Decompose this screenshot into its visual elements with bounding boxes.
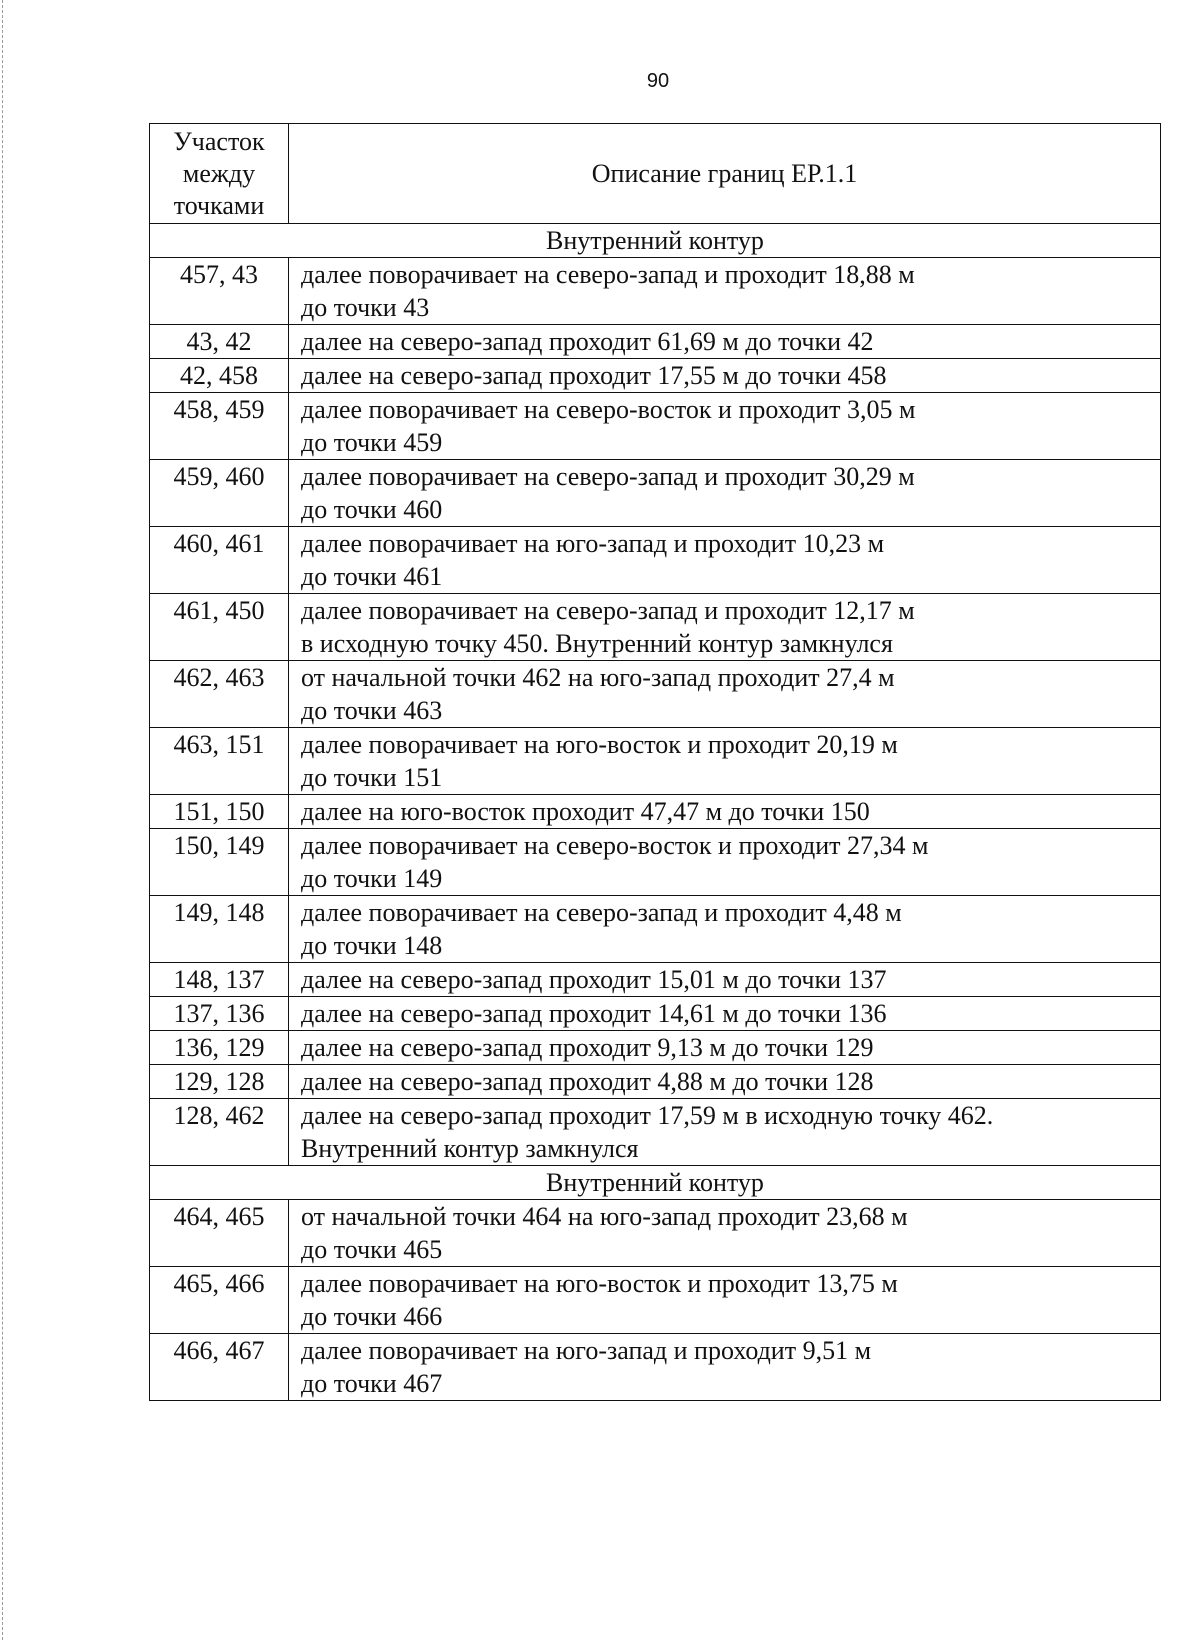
- description-cell: [289, 795, 1161, 829]
- description-line: далее поворачивает на северо-запад и проходит 12,17 м: [301, 596, 915, 625]
- table-row: [150, 1334, 1161, 1401]
- segment-cell: 148, 137: [150, 963, 289, 997]
- table-row: [150, 527, 1161, 594]
- description-line: далее на северо-запад проходит 14,61 м до точки 136: [301, 999, 887, 1028]
- description-cell: [289, 527, 1161, 594]
- segment-cell: 463, 151: [150, 728, 289, 795]
- header-segment-line: точками: [173, 190, 265, 220]
- segment-cell: 136, 129: [150, 1031, 289, 1065]
- description-line: до точки 463: [301, 696, 443, 725]
- table-row: [150, 1200, 1161, 1267]
- segment-cell: 137, 136: [150, 997, 289, 1031]
- description-cell: [289, 963, 1161, 997]
- description-line: Внутренний контур замкнулся: [301, 1134, 639, 1163]
- table-row: [150, 1065, 1161, 1099]
- section-title: Внутренний контур: [150, 1166, 1161, 1200]
- segment-cell: 129, 128: [150, 1065, 289, 1099]
- description-line: далее поворачивает на юго-запад и проходит 9,51 м: [301, 1336, 872, 1365]
- description-line: далее на северо-запад проходит 15,01 м до точки 137: [301, 965, 887, 994]
- segment-cell: 460, 461: [150, 527, 289, 594]
- description-line: до точки 460: [301, 495, 443, 524]
- description-cell: [289, 896, 1161, 963]
- description-line: далее на северо-запад проходит 17,59 м в исходную точку 462.: [301, 1101, 994, 1130]
- description-line: далее на северо-запад проходит 17,55 м до точки 458: [301, 361, 887, 390]
- page-number: 90: [646, 70, 670, 92]
- segment-cell: 150, 149: [150, 829, 289, 896]
- description-line: от начальной точки 464 на юго-запад проходит 23,68 м: [301, 1202, 908, 1231]
- segment-cell: 457, 43: [150, 258, 289, 325]
- table-row: [150, 594, 1161, 661]
- table-row: [150, 795, 1161, 829]
- description-line: далее поворачивает на юго-восток и проходит 20,19 м: [301, 730, 898, 759]
- segment-cell: 462, 463: [150, 661, 289, 728]
- description-cell: [289, 728, 1161, 795]
- description-line: далее на северо-запад проходит 4,88 м до точки 128: [301, 1067, 874, 1096]
- table-row: [150, 359, 1161, 393]
- table-row: [150, 393, 1161, 460]
- scan-edge-line: [2, 0, 3, 1640]
- table-header-row: [150, 124, 1161, 224]
- description-line: до точки 459: [301, 428, 443, 457]
- description-cell: [289, 359, 1161, 393]
- table-row: [150, 1099, 1161, 1166]
- description-line: далее поворачивает на северо-запад и проходит 30,29 м: [301, 462, 915, 491]
- description-line: от начальной точки 462 на юго-запад проходит 27,4 м: [301, 663, 895, 692]
- description-cell: [289, 829, 1161, 896]
- description-cell: [289, 661, 1161, 728]
- description-line: до точки 151: [301, 763, 443, 792]
- description-line: далее на северо-запад проходит 9,13 м до точки 129: [301, 1033, 874, 1062]
- description-line: в исходную точку 450. Внутренний контур замкнулся: [301, 629, 893, 658]
- description-cell: [289, 997, 1161, 1031]
- description-line: далее поворачивает на северо-восток и проходит 3,05 м: [301, 395, 916, 424]
- table-row: [150, 661, 1161, 728]
- segment-cell: 458, 459: [150, 393, 289, 460]
- table-body: [150, 224, 1161, 1401]
- description-line: до точки 467: [301, 1369, 443, 1398]
- segment-cell: 151, 150: [150, 795, 289, 829]
- section-title: Внутренний контур: [150, 224, 1161, 258]
- segment-cell: 461, 450: [150, 594, 289, 661]
- boundary-table: [149, 123, 1161, 1401]
- table-row: [150, 829, 1161, 896]
- segment-cell: 464, 465: [150, 1200, 289, 1267]
- description-cell: [289, 258, 1161, 325]
- segment-cell: 466, 467: [150, 1334, 289, 1401]
- segment-cell: 128, 462: [150, 1099, 289, 1166]
- description-line: далее поворачивает на северо-восток и проходит 27,34 м: [301, 831, 929, 860]
- description-line: далее на юго-восток проходит 47,47 м до точки 150: [301, 797, 870, 826]
- table-row: [150, 963, 1161, 997]
- header-segment-line: между: [182, 158, 256, 188]
- description-line: далее поворачивает на северо-запад и проходит 4,48 м: [301, 898, 902, 927]
- description-cell: [289, 1267, 1161, 1334]
- table-row: [150, 896, 1161, 963]
- header-segment-cell: [150, 124, 289, 224]
- segment-cell: 42, 458: [150, 359, 289, 393]
- segment-cell: 465, 466: [150, 1267, 289, 1334]
- description-cell: [289, 325, 1161, 359]
- description-cell: [289, 1334, 1161, 1401]
- description-line: до точки 465: [301, 1235, 443, 1264]
- segment-cell: 43, 42: [150, 325, 289, 359]
- section-header-row: [150, 1166, 1161, 1200]
- table-row: [150, 1267, 1161, 1334]
- section-header-row: [150, 224, 1161, 258]
- table-row: [150, 728, 1161, 795]
- description-line: до точки 148: [301, 931, 443, 960]
- table-row: [150, 460, 1161, 527]
- header-segment-line: Участок: [173, 126, 265, 156]
- description-line: далее на северо-запад проходит 61,69 м до точки 42: [301, 327, 874, 356]
- description-line: далее поворачивает на юго-восток и проходит 13,75 м: [301, 1269, 898, 1298]
- description-line: до точки 466: [301, 1302, 443, 1331]
- table-row: [150, 325, 1161, 359]
- description-line: до точки 149: [301, 864, 443, 893]
- description-cell: [289, 393, 1161, 460]
- description-cell: [289, 460, 1161, 527]
- description-line: далее поворачивает на юго-запад и проходит 10,23 м: [301, 529, 885, 558]
- description-cell: [289, 1065, 1161, 1099]
- description-cell: [289, 1031, 1161, 1065]
- description-line: до точки 43: [301, 293, 430, 322]
- description-cell: [289, 594, 1161, 661]
- segment-cell: 459, 460: [150, 460, 289, 527]
- table-row: [150, 258, 1161, 325]
- table-row: [150, 1031, 1161, 1065]
- header-description-cell: Описание границ ЕР.1.1: [289, 124, 1161, 224]
- table-row: [150, 997, 1161, 1031]
- description-line: далее поворачивает на северо-запад и проходит 18,88 м: [301, 260, 915, 289]
- segment-cell: 149, 148: [150, 896, 289, 963]
- description-cell: [289, 1099, 1161, 1166]
- description-line: до точки 461: [301, 562, 443, 591]
- description-cell: [289, 1200, 1161, 1267]
